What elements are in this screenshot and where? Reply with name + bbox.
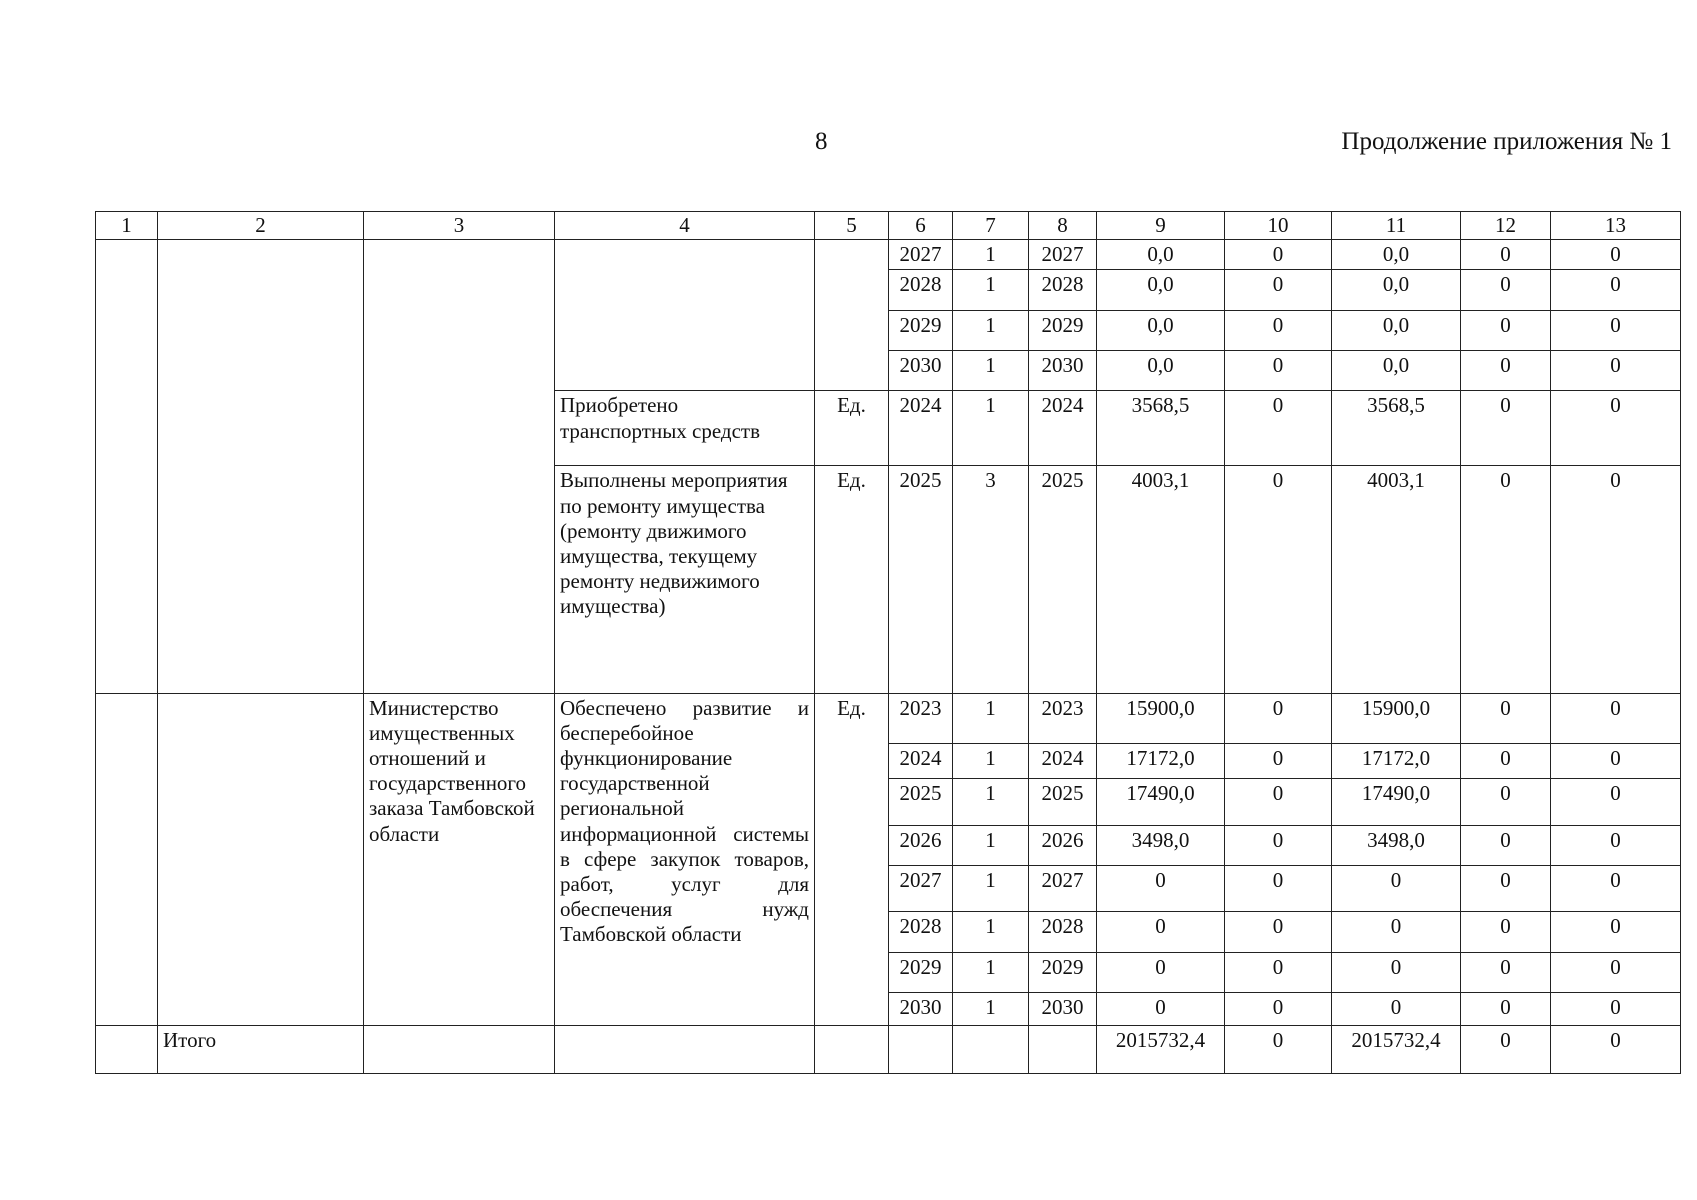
total-amount: 0	[1225, 1025, 1332, 1073]
year-cell: 2025	[1029, 778, 1097, 825]
total-amount: 0	[1461, 1025, 1551, 1073]
amount-cell: 0	[1225, 311, 1332, 351]
amount-cell: 0	[1461, 743, 1551, 778]
amount-cell: 15900,0	[1332, 693, 1461, 743]
year-cell: 2028	[1029, 911, 1097, 952]
count-cell: 1	[953, 743, 1029, 778]
amount-cell: 4003,1	[1097, 466, 1225, 693]
table-row	[96, 240, 1681, 270]
amount-cell: 0	[1461, 911, 1551, 952]
count-cell: 1	[953, 391, 1029, 466]
amount-cell: 0	[1551, 992, 1681, 1025]
cell-empty	[953, 1025, 1029, 1073]
cell-empty	[1029, 1025, 1097, 1073]
amount-cell: 0	[1332, 865, 1461, 911]
year-cell: 2029	[1029, 952, 1097, 992]
amount-cell: 0	[1551, 270, 1681, 311]
count-cell: 1	[953, 992, 1029, 1025]
cell-empty	[364, 1025, 555, 1073]
amount-cell: 0	[1461, 952, 1551, 992]
amount-cell: 0	[1551, 865, 1681, 911]
column-number: 2	[158, 212, 364, 240]
amount-cell: 0	[1097, 952, 1225, 992]
appendix-table	[95, 211, 1681, 1074]
amount-cell: 0	[1461, 992, 1551, 1025]
year-cell: 2029	[1029, 311, 1097, 351]
count-cell: 1	[953, 311, 1029, 351]
amount-cell: 0,0	[1332, 351, 1461, 391]
amount-cell: 0	[1551, 351, 1681, 391]
year-cell: 2026	[1029, 825, 1097, 865]
amount-cell: 0	[1225, 240, 1332, 270]
column-number: 10	[1225, 212, 1332, 240]
amount-cell: 17172,0	[1097, 743, 1225, 778]
total-label: Итого	[158, 1025, 364, 1073]
count-cell: 1	[953, 693, 1029, 743]
year-cell: 2027	[1029, 865, 1097, 911]
total-amount: 0	[1551, 1025, 1681, 1073]
count-cell: 1	[953, 952, 1029, 992]
count-cell: 3	[953, 466, 1029, 693]
amount-cell: 17172,0	[1332, 743, 1461, 778]
amount-cell: 0	[1225, 743, 1332, 778]
year-cell: 2024	[889, 391, 953, 466]
amount-cell: 3568,5	[1097, 391, 1225, 466]
year-cell: 2030	[1029, 351, 1097, 391]
executor-cell: Министерство имущественных отношений и государственного заказа Тамбовской области	[364, 693, 555, 1025]
amount-cell: 0,0	[1097, 240, 1225, 270]
amount-cell: 3498,0	[1332, 825, 1461, 865]
year-cell: 2023	[1029, 693, 1097, 743]
year-cell: 2028	[1029, 270, 1097, 311]
year-cell: 2028	[889, 911, 953, 952]
amount-cell: 0	[1461, 693, 1551, 743]
amount-cell: 0	[1551, 466, 1681, 693]
amount-cell: 0	[1225, 351, 1332, 391]
amount-cell: 0	[1225, 825, 1332, 865]
amount-cell: 0	[1225, 391, 1332, 466]
column-number: 6	[889, 212, 953, 240]
count-cell: 1	[953, 351, 1029, 391]
cell-empty	[158, 693, 364, 1025]
amount-cell: 0	[1332, 952, 1461, 992]
column-number-row	[96, 212, 1681, 240]
amount-cell: 0	[1551, 778, 1681, 825]
count-cell: 1	[953, 270, 1029, 311]
amount-cell: 0,0	[1097, 351, 1225, 391]
amount-cell: 0	[1551, 825, 1681, 865]
column-number: 5	[815, 212, 889, 240]
count-cell: 1	[953, 865, 1029, 911]
column-number: 4	[555, 212, 815, 240]
column-number: 3	[364, 212, 555, 240]
amount-cell: 0	[1332, 911, 1461, 952]
amount-cell: 3568,5	[1332, 391, 1461, 466]
unit-cell: Ед.	[815, 391, 889, 466]
year-cell: 2025	[889, 466, 953, 693]
amount-cell: 0	[1225, 466, 1332, 693]
unit-cell: Ед.	[815, 466, 889, 693]
column-number: 13	[1551, 212, 1681, 240]
year-cell: 2029	[889, 311, 953, 351]
amount-cell: 0,0	[1332, 311, 1461, 351]
year-cell: 2030	[889, 992, 953, 1025]
amount-cell: 17490,0	[1332, 778, 1461, 825]
amount-cell: 0	[1461, 466, 1551, 693]
amount-cell: 0	[1225, 992, 1332, 1025]
amount-cell: 0,0	[1332, 270, 1461, 311]
column-number: 7	[953, 212, 1029, 240]
unit-cell: Ед.	[815, 693, 889, 1025]
year-cell: 2029	[889, 952, 953, 992]
column-number: 9	[1097, 212, 1225, 240]
count-cell: 1	[953, 911, 1029, 952]
amount-cell: 0,0	[1097, 311, 1225, 351]
page-number: 8	[815, 128, 828, 155]
year-cell: 2024	[889, 743, 953, 778]
year-cell: 2028	[889, 270, 953, 311]
amount-cell: 0	[1461, 270, 1551, 311]
column-number: 1	[96, 212, 158, 240]
amount-cell: 0	[1551, 743, 1681, 778]
cell-empty	[815, 1025, 889, 1073]
amount-cell: 0	[1461, 240, 1551, 270]
amount-cell: 3498,0	[1097, 825, 1225, 865]
amount-cell: 0	[1461, 865, 1551, 911]
year-cell: 2026	[889, 825, 953, 865]
count-cell: 1	[953, 240, 1029, 270]
column-number: 12	[1461, 212, 1551, 240]
total-amount: 2015732,4	[1097, 1025, 1225, 1073]
amount-cell: 0	[1461, 351, 1551, 391]
cell-empty	[158, 240, 364, 694]
amount-cell: 0	[1225, 911, 1332, 952]
amount-cell: 0	[1225, 693, 1332, 743]
amount-cell: 0	[1551, 391, 1681, 466]
year-cell: 2030	[889, 351, 953, 391]
year-cell: 2024	[1029, 391, 1097, 466]
continuation-label: Продолжение приложения № 1	[1341, 128, 1672, 155]
column-number: 8	[1029, 212, 1097, 240]
amount-cell: 0	[1225, 270, 1332, 311]
cell-empty	[555, 1025, 815, 1073]
cell-empty	[96, 693, 158, 1025]
amount-cell: 0	[1461, 778, 1551, 825]
indicator-cell: Выполнены мероприятия по ремонту имущества (ремонту движимого имущества, текущему ремонту недвижимого имущества)	[555, 466, 815, 693]
amount-cell: 0	[1551, 240, 1681, 270]
cell-empty	[96, 1025, 158, 1073]
amount-cell: 0,0	[1097, 270, 1225, 311]
column-number: 11	[1332, 212, 1461, 240]
cell-empty	[364, 240, 555, 694]
amount-cell: 0	[1461, 311, 1551, 351]
amount-cell: 0	[1225, 865, 1332, 911]
count-cell: 1	[953, 778, 1029, 825]
amount-cell: 0	[1225, 778, 1332, 825]
amount-cell: 0,0	[1332, 240, 1461, 270]
amount-cell: 17490,0	[1097, 778, 1225, 825]
amount-cell: 0	[1332, 992, 1461, 1025]
table-row	[96, 693, 1681, 743]
year-cell: 2024	[1029, 743, 1097, 778]
amount-cell: 0	[1225, 952, 1332, 992]
amount-cell: 0	[1551, 952, 1681, 992]
amount-cell: 0	[1461, 825, 1551, 865]
indicator-cell: Обеспечено развитие и бесперебойное функционирование государственной региональной информационной системы в сфере закупок товаров, работ, услуг для обеспечения нужд Тамбовской области	[555, 693, 815, 1025]
cell-empty	[555, 240, 815, 391]
year-cell: 2030	[1029, 992, 1097, 1025]
year-cell: 2027	[889, 240, 953, 270]
amount-cell: 0	[1097, 865, 1225, 911]
indicator-cell: Приобретено транспортных средств	[555, 391, 815, 466]
amount-cell: 0	[1097, 911, 1225, 952]
total-amount: 2015732,4	[1332, 1025, 1461, 1073]
cell-empty	[96, 240, 158, 694]
cell-empty	[815, 240, 889, 391]
year-cell: 2027	[1029, 240, 1097, 270]
year-cell: 2027	[889, 865, 953, 911]
amount-cell: 0	[1551, 311, 1681, 351]
amount-cell: 0	[1551, 693, 1681, 743]
amount-cell: 0	[1461, 391, 1551, 466]
year-cell: 2023	[889, 693, 953, 743]
cell-empty	[889, 1025, 953, 1073]
year-cell: 2025	[1029, 466, 1097, 693]
amount-cell: 0	[1551, 911, 1681, 952]
count-cell: 1	[953, 825, 1029, 865]
amount-cell: 4003,1	[1332, 466, 1461, 693]
total-row	[96, 1025, 1681, 1073]
amount-cell: 0	[1097, 992, 1225, 1025]
year-cell: 2025	[889, 778, 953, 825]
amount-cell: 15900,0	[1097, 693, 1225, 743]
